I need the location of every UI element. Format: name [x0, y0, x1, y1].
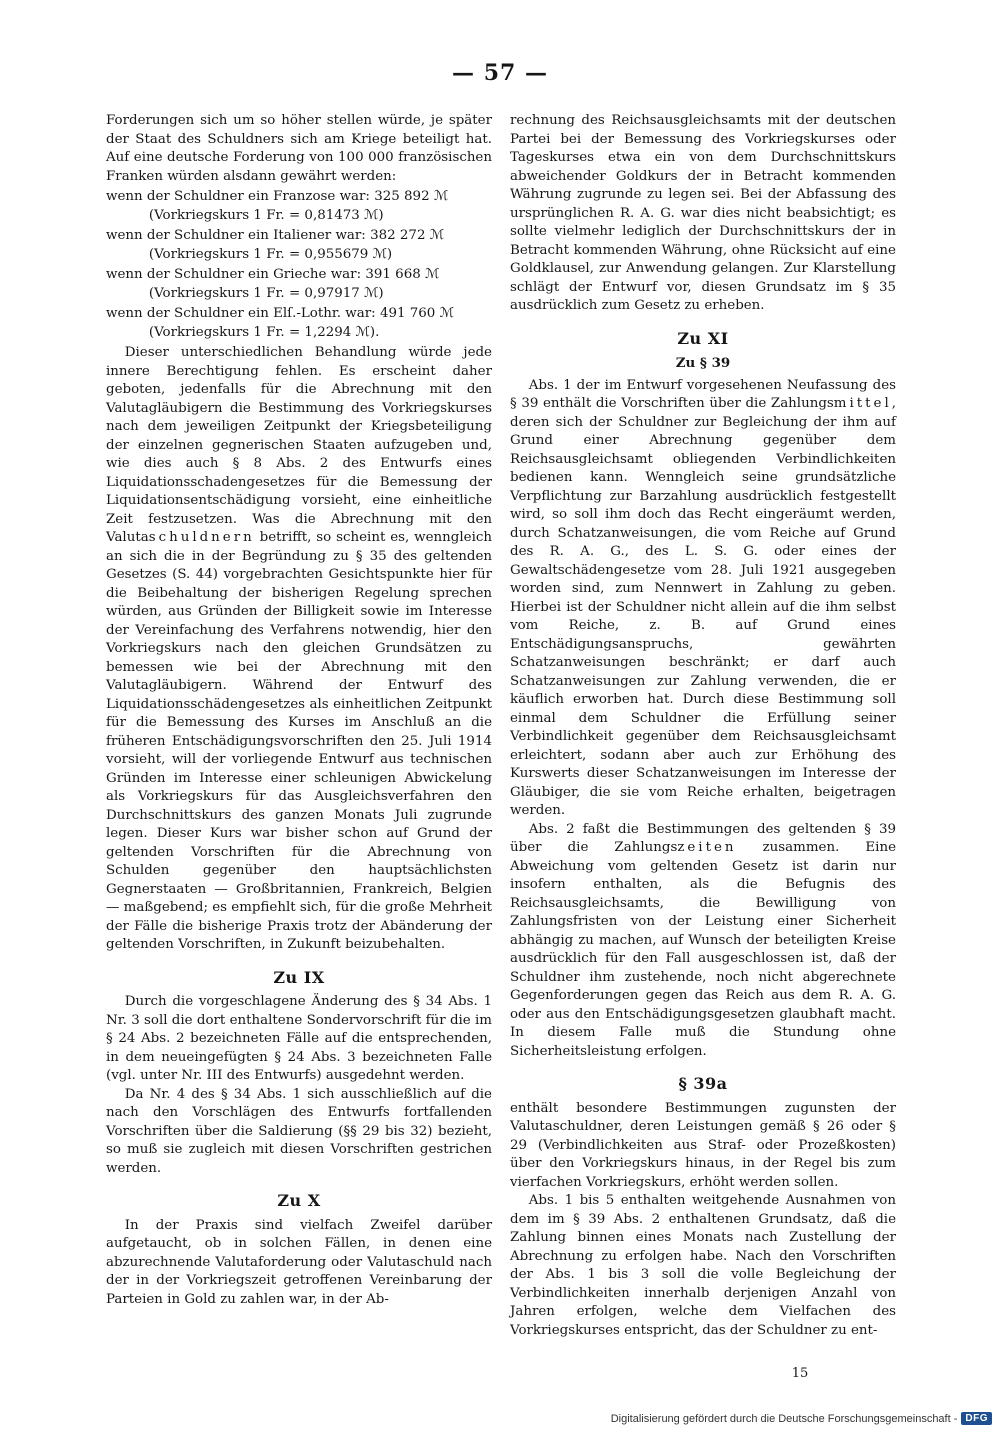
section-heading: Zu IX [273, 967, 325, 987]
body-paragraph: Durch die vorgeschlagene Änderung des § 34 Abs. 1 Nr. 3 soll die dort enthaltene Sondervorschrift für die im § 24 Abs. 2 bezeichneten Fälle auf die entsprechenden, in dem neueingefügten § 24 Abs. 3 bezeichneten Falle (vgl. unter Nr. III des Entwurfs) ausgedehnt werden. [106, 994, 492, 1083]
page-header: — 57 — [452, 60, 548, 86]
kurs-label: wenn der Schuldner ein Grieche war: [106, 267, 362, 282]
digitization-credit [611, 1412, 992, 1425]
body-paragraph: Da Nr. 4 des § 34 Abs. 1 sich ausschließlich auf die nach den Vorschlägen des Entwurfs fortfallenden Vorschriften über die Saldierung (§§ 29 bis 32) bezieht, so muß sie zugleich mit diesen Vorschriften gestrichen werden. [106, 1086, 492, 1176]
kurs-note: (Vorkriegskurs 1 Fr. = 0,97917 ℳ) [148, 285, 384, 301]
kurs-entry [106, 305, 492, 342]
kurs-note: (Vorkriegskurs 1 Fr. = 1,2294 ℳ). [148, 324, 380, 340]
spaced-term: zeiten [677, 840, 737, 855]
body-paragraph: rechnung des Reichsausgleichsamts mit der deutschen Partei bei der Bemessung des Vorkriegskurses oder Tageskurses etwa ein von dem Durchschnittskurs abweichender Goldkurs der in Betracht kommenden Währung zugrunde zu legen sei. Bei der Abfassung des ursprünglichen R. A. G. war dies nicht beabsichtigt; es sollte vielmehr lediglich der Durchschnittskurs der in Betracht kommenden Währung, ohne Rücksicht auf eine Goldklausel, zur Anwendung gelangen. Zur Klarstellung schlägt der Entwurf vor, diesen Grundsatz im § 35 ausdrücklich zum Gesetz zu erheben. [510, 113, 896, 313]
kurs-entry [106, 188, 492, 225]
sub-heading: Zu § 39 [675, 355, 731, 371]
dfg-logo: DFG [961, 1412, 992, 1425]
credit-text: Digitalisierung gefördert durch die Deutsche Forschungsgemeinschaft - [610, 1412, 958, 1425]
section-heading: § 39a [678, 1074, 728, 1093]
kurs-value: 325 892 ℳ [374, 189, 449, 204]
kurs-note: (Vorkriegskurs 1 Fr. = 0,955679 ℳ) [148, 246, 393, 262]
body-paragraph: Abs. 2 faßt die Bestimmungen des geltenden § 39 über die Zahlungszeiten zusammen. Eine Abweichung vom geltenden Gesetz ist darin nur insofern enthalten, als die Befugnis des Reichsausgleichsamts, die Bewilligung von Zahlungsfristen von der Leistung einer Sicherheit abhängig zu machen, auf Wunsch der beteiligten Kreise ausdrücklich für den Fall ausgeschlossen ist, daß der Schuldner ihm zustehende, noch nicht abgerechnete Gegenforderungen gegen das Reich aus dem R. A. G. oder aus den Entschädigungsgesetzen glaubhaft macht. In diesem Falle muß die Stundung ohne Sicherheitsleistung erfolgen. [510, 821, 897, 1059]
left-column [106, 112, 492, 1309]
intro-paragraph: Forderungen sich um so höher stellen würde, je später der Staat des Schuldners sich am Kriege beteiligt hat. Auf eine deutsche Forderung von 100 000 französischen Franken würden alsdann gewährt werden: [106, 113, 492, 184]
spaced-term: mittel [833, 396, 892, 411]
kurs-entry [106, 266, 492, 303]
kurs-entry [106, 227, 492, 264]
kurs-label: wenn der Schuldner ein Elſ.-Lothr. war: [106, 306, 376, 321]
body-paragraph: Abs. 1 bis 5 enthalten weitgehende Ausnahmen von dem im § 39 Abs. 2 enthaltenen Grundsatz, daß die Zahlung binnen eines Monats nach Zustellung der Abrechnung zu erfolgen habe. Nach den Vorschriften der Abs. 1 bis 3 soll die volle Begleichung der Verbindlichkeiten innerhalb derjenigen Anzahl von Jahren erfolgen, welche dem Vielfachen des Vorkriegskurses entspricht, das der Schuldner zu ent- [510, 1193, 896, 1338]
body-paragraph: Dieser unterschiedlichen Behandlung würde jede innere Berechtigung fehlen. Es erscheint daher geboten, jedenfalls für die Abrechnung mit den Valutagläubigern die Bestimmung des Vorkriegskurses nach dem jeweiligen Zeitpunkt der Kriegsbeteiligung der einzelnen gegnerischen Staaten aufzugeben und, wie dies auch § 8 Abs. 2 des Entwurfs eines Liquidationsschadengesetzes für die Bemessung der Liquidationsentschädigung vorsieht, eine einheitliche Zeit festzusetzen. Was die Abrechnung mit den Valutaschuldnern betrifft, so scheint es, wenngleich an sich die in der Begründung zu § 35 des geltenden Gesetzes (S. 44) vorgebrachten Gesichtspunkte hier für die Beibehaltung der bisherigen Regelung sprechen würden, aus Gründen der Billigkeit sowie im Interesse der Vereinfachung des Verfahrens notwendig, hier den Vorkriegskurs nach den gleichen Grundsätzen zu bemessen wie bei der Abrechnung mit den Valutagläubigern. Während der Entwurf des Liquidationsschädengesetzes als einheitlichen Zeitpunkt für die Bemessung des Kurses im Anschluß an die früheren Entschädigungsvorschriften den 25. Juli 1914 vorsieht, will der vorliegende Entwurf aus technischen Gründen im Interesse einer schleunigen Abwickelung als Vorkriegskurs für das Ausgleichsverfahren den Durchschnittskurs des ganzen Monats Juli zugrunde legen. Dieser Kurs war bisher schon auf Grund der geltenden Vorschriften für die Abrechnung von Schulden gegenüber den hauptsächlichsten Gegnerstaaten — Großbritannien, Frankreich, Belgien — maßgebend; es empfiehlt sich, für die große Mehrheit der Fälle die bisherige Praxis trotz der Abänderung der geltenden Vorschriften, in Zukunft beizubehalten. [106, 345, 492, 952]
page-number: 15 [791, 1366, 809, 1381]
section-heading: Zu XI [677, 328, 729, 348]
kurs-value: 391 668 ℳ [365, 267, 440, 282]
body-paragraph: In der Praxis sind vielfach Zweifel darüber aufgetaucht, ob in solchen Fällen, in denen eine abzurechnende Valutaforderung oder Valutaschuld nach der in der Vorkriegszeit getroffenen Vereinbarung der Parteien in Gold zu zahlen war, in der Ab- [106, 1217, 492, 1307]
kurs-label: wenn der Schuldner ein Italiener war: [106, 228, 366, 243]
spaced-term: schuldnern [148, 530, 255, 545]
kurs-label: wenn der Schuldner ein Franzose war: [106, 189, 370, 204]
body-paragraph: Abs. 1 der im Entwurf vorgesehenen Neufassung des § 39 enthält die Vorschriften über die Zahlungsmittel, deren sich der Schuldner zur Begleichung der ihm auf Grund einer Abrechnung gegenüber dem Reichsausgleichsamt obliegenden Verbindlichkeiten bedienen kann. Wenngleich seine grundsätzliche Verpflichtung zur Barzahlung ausdrücklich festgestellt wird, so soll ihm doch das Recht eingeräumt werden, durch Schatzanweisungen, die vom Reiche auf Grund des R. A. G., des L. S. G. oder eines der Gewaltschädengesetze vom 28. Juli 1921 ausgegeben worden sind, zum Nennwert in Zahlung zu geben. Hierbei ist der Schuldner nicht allein auf die ihm selbst vom Reiche, z. B. auf Grund eines Entschädigungsanspruchs, gewährten Schatzanweisungen beschränkt; er darf auch Schatzanweisungen zur Zahlung verwenden, die er käuflich erworben hat. Durch diese Bestimmung soll einmal dem Schuldner die Erfüllung seiner Verbindlichkeit gegenüber dem Reichsausgleichsamt erleichtert, sodann aber auch zur Erhöhung des Kurswerts dieser Schatzanweisungen im Interesse der Gläubiger, die sie vom Reiche erhalten, beigetragen werden. [510, 377, 896, 818]
kurs-value: 491 760 ℳ [379, 306, 454, 321]
kurs-note: (Vorkriegskurs 1 Fr. = 0,81473 ℳ) [148, 207, 384, 223]
kurs-value: 382 272 ℳ [370, 228, 445, 243]
right-column [510, 112, 896, 1340]
body-paragraph: enthält besondere Bestimmungen zugunsten der Valutaschuldner, deren Leistungen gemäß § 26 oder § 29 (Verbindlichkeiten aus Straf- oder Prozeßkosten) über den Vorkriegskurs hinaus, in der Regel bis zum vierfachen Vorkriegskurs, erhöht werden sollen. [510, 1100, 896, 1190]
section-heading: Zu X [277, 1191, 321, 1210]
